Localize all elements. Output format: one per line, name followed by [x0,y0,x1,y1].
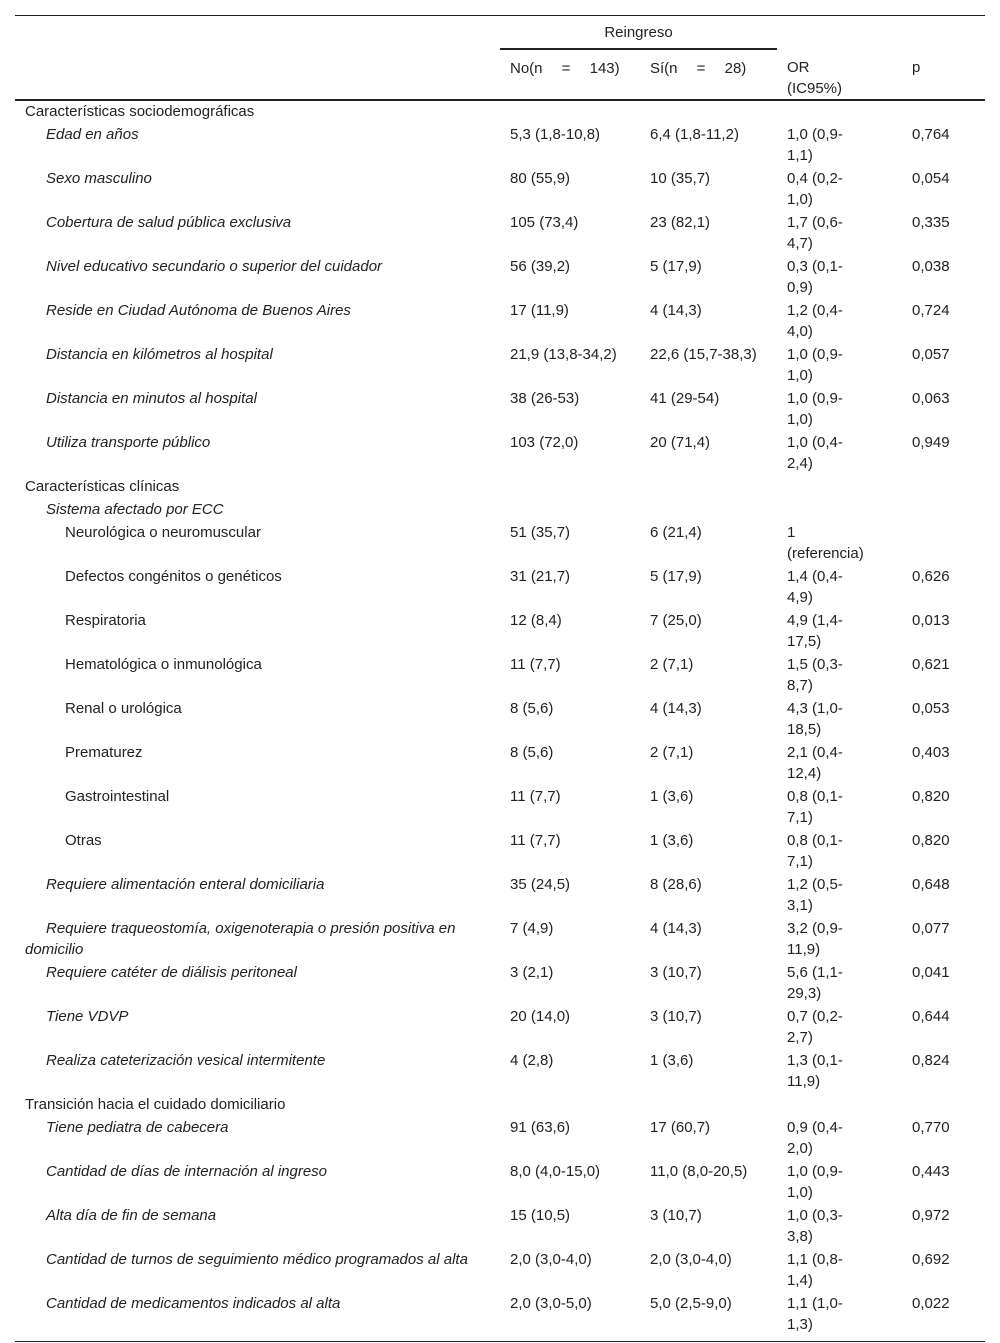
row-label-cell [15,654,500,698]
value-or: 0,9 (0,4-2,0) [787,1118,843,1157]
value-p: 0,053 [912,699,950,717]
value-no: 11 (7,7) [510,787,561,805]
table-row [15,742,985,786]
value-p: 0,626 [912,567,950,585]
row-label: Gastrointestinal [65,787,170,805]
value-si: 6,4 (1,8-11,2) [650,125,739,143]
section-header-row [15,476,985,499]
row-label: Cantidad de turnos de seguimiento médico programados al alta [46,1250,468,1268]
table-row [15,256,985,300]
results-table [15,15,985,1342]
row-label-cell [15,610,500,654]
row-label: Alta día de fin de semana [46,1206,217,1224]
table-row [15,1249,985,1293]
subsection-title: Sistema afectado por ECC [46,500,224,518]
value-p: 0,022 [902,1293,985,1342]
value-p: 0,038 [912,257,950,275]
row-label-cell [15,1205,500,1249]
table-row [15,786,985,830]
header-label-col [15,49,500,100]
section-header-row [15,1094,985,1117]
value-or: 1,0 (0,4-2,4) [787,433,843,472]
row-label-cell [15,962,500,1006]
subsection-header-row [15,499,985,522]
value-no: 31 (21,7) [510,567,571,585]
table-row [15,918,985,962]
value-si: 10 (35,7) [650,169,711,187]
value-si: 41 (29-54) [650,389,720,407]
value-si: 5 (17,9) [650,257,702,275]
value-no: 51 (35,7) [510,523,571,541]
table-row [15,300,985,344]
table-row [15,610,985,654]
value-no: 20 (14,0) [510,1007,571,1025]
value-p: 0,057 [912,345,950,363]
table-row [15,1205,985,1249]
value-p: 0,764 [912,125,950,143]
row-label-cell [15,124,500,168]
value-or: 4,3 (1,0-18,5) [787,699,843,738]
header-empty [15,16,500,49]
value-si: 4 (14,3) [650,699,702,717]
row-label-cell [15,566,500,610]
table-row [15,432,985,476]
value-or: 0,4 (0,2-1,0) [787,169,843,208]
value-no: 7 (4,9) [510,919,554,937]
value-or: 1,3 (0,1-11,9) [787,1051,843,1090]
table-row [15,388,985,432]
row-label: Cantidad de días de internación al ingreso [46,1162,328,1180]
value-si: 17 (60,7) [650,1118,711,1136]
value-or: 1,2 (0,5-3,1) [787,875,843,914]
value-p: 0,648 [912,875,950,893]
row-label: Requiere traqueostomía, oxigenoterapia o presión positiva en domicilio [25,919,456,958]
row-label-cell [15,212,500,256]
table-row [15,212,985,256]
value-no: 8 (5,6) [510,699,554,717]
value-no: 11 (7,7) [510,655,561,673]
row-label: Realiza cateterización vesical intermitente [46,1051,326,1069]
row-label: Utiliza transporte público [46,433,211,451]
table-row [15,566,985,610]
value-or: 4,9 (1,4-17,5) [787,611,843,650]
table-row [15,654,985,698]
row-label: Distancia en kilómetros al hospital [46,345,273,363]
value-p: 0,724 [912,301,950,319]
section-title: Características clínicas [25,477,180,495]
table-row [15,1006,985,1050]
table-row [15,874,985,918]
header-row-group [15,16,985,49]
row-label-cell [15,1117,500,1161]
value-no: 105 (73,4) [510,213,579,231]
table-row [15,344,985,388]
row-label-cell [15,388,500,432]
value-no: 17 (11,9) [510,301,569,319]
row-label-cell [15,168,500,212]
value-si: 6 (21,4) [650,523,702,541]
table-row [15,1161,985,1205]
value-si: 1 (3,6) [650,787,694,805]
value-si: 2,0 (3,0-4,0) [650,1250,732,1268]
value-si: 2 (7,1) [650,655,694,673]
row-label: Cobertura de salud pública exclusiva [46,213,292,231]
value-no: 3 (2,1) [510,963,554,981]
row-label: Requiere alimentación enteral domiciliaria [46,875,325,893]
value-p: 0,041 [912,963,950,981]
value-or: 1,0 (0,9-1,0) [787,389,843,428]
row-label-cell [15,522,500,566]
row-label: Hematológica o inmunológica [65,655,262,673]
value-si: 5 (17,9) [650,567,702,585]
row-label-cell [15,1050,500,1094]
value-no: 4 (2,8) [510,1051,554,1069]
value-or: 0,8 (0,1-7,1) [787,787,843,826]
header-si: Sí(n = 28) [640,49,777,100]
table-row [15,1117,985,1161]
section-header-row [15,100,985,124]
section-title: Características sociodemográficas [25,102,255,120]
row-label: Tiene VDVP [46,1007,129,1025]
value-p: 0,820 [912,831,950,849]
value-or: 1,7 (0,6-4,7) [787,213,843,252]
row-label: Tiene pediatra de cabecera [46,1118,229,1136]
value-or: 5,6 (1,1-29,3) [787,963,843,1002]
value-no: 8,0 (4,0-15,0) [510,1162,601,1180]
header-no: No(n = 143) [500,49,640,100]
value-si: 1 (3,6) [650,831,694,849]
row-label: Neurológica o neuromuscular [65,523,261,541]
table-body [15,100,985,1342]
value-p: 0,013 [912,611,950,629]
table-row [15,522,985,566]
header-p: p [902,49,985,100]
value-or: 1 (referencia) [787,523,864,562]
header-empty-p [902,16,985,49]
table-row [15,698,985,742]
value-or: 1,4 (0,4-4,9) [787,567,843,606]
value-no: 2,0 (3,0-5,0) [500,1293,640,1342]
value-or: 0,3 (0,1-0,9) [787,257,843,296]
row-label-cell [15,830,500,874]
value-or: 1,0 (0,9-1,0) [787,1162,843,1201]
section-title: Transición hacia el cuidado domiciliario [25,1095,286,1113]
row-label: Reside en Ciudad Autónoma de Buenos Aires [46,301,351,319]
value-si: 8 (28,6) [650,875,702,893]
value-no: 12 (8,4) [510,611,562,629]
row-label: Otras [65,831,102,849]
value-or: 1,1 (0,8-1,4) [787,1250,843,1289]
value-si: 11,0 (8,0-20,5) [650,1162,748,1180]
table-header [15,16,985,100]
row-label: Defectos congénitos o genéticos [65,567,282,585]
row-label: Distancia en minutos al hospital [46,389,257,407]
row-label-cell [15,1293,500,1342]
table-row [15,168,985,212]
value-si: 4 (14,3) [650,919,702,937]
row-label-cell [15,300,500,344]
value-p: 0,770 [912,1118,950,1136]
value-no: 21,9 (13,8-34,2) [510,345,617,363]
value-p: 0,820 [912,787,950,805]
value-no: 56 (39,2) [510,257,571,275]
header-empty-or [777,16,902,49]
row-label-cell [15,918,500,962]
row-label-cell [15,1249,500,1293]
row-label: Requiere catéter de diálisis peritoneal [46,963,297,981]
value-p: 0,403 [912,743,950,761]
value-si: 22,6 (15,7-38,3) [650,345,757,363]
value-si: 20 (71,4) [650,433,711,451]
subsection-cell [15,499,985,522]
value-no: 38 (26-53) [510,389,580,407]
value-p: 0,644 [912,1007,950,1025]
row-label-cell [15,742,500,786]
table-row [15,1293,985,1342]
value-p: 0,443 [912,1162,950,1180]
value-or: 2,1 (0,4-12,4) [787,743,843,782]
value-si: 2 (7,1) [650,743,694,761]
row-label: Respiratoria [65,611,146,629]
value-or: 1,1 (1,0-1,3) [777,1293,902,1342]
value-no: 8 (5,6) [510,743,554,761]
value-p: 0,824 [912,1051,950,1069]
row-label-cell [15,1006,500,1050]
value-or: 0,8 (0,1-7,1) [787,831,843,870]
value-no: 15 (10,5) [510,1206,571,1224]
value-or: 1,5 (0,3-8,7) [787,655,843,694]
value-p: 0,077 [912,919,950,937]
value-p [902,522,985,566]
row-label-cell [15,874,500,918]
value-si: 1 (3,6) [650,1051,694,1069]
value-no: 103 (72,0) [510,433,579,451]
value-p: 0,972 [912,1206,950,1224]
value-no: 80 (55,9) [510,169,571,187]
value-si: 23 (82,1) [650,213,711,231]
header-or: OR (IC95%) [777,49,902,100]
row-label: Nivel educativo secundario o superior del cuidador [46,257,383,275]
table-row [15,124,985,168]
table-row [15,1050,985,1094]
value-or: 1,2 (0,4-4,0) [787,301,843,340]
header-reingreso: Reingreso [500,16,777,49]
value-or: 1,0 (0,3-3,8) [787,1206,843,1245]
row-label: Renal o urológica [65,699,182,717]
value-or: 3,2 (0,9-11,9) [787,919,843,958]
row-label-cell [15,1161,500,1205]
value-no: 11 (7,7) [510,831,561,849]
row-label-cell [15,256,500,300]
row-label: Prematurez [65,743,143,761]
value-p: 0,054 [912,169,950,187]
value-no: 2,0 (3,0-4,0) [510,1250,592,1268]
row-label: Cantidad de medicamentos indicados al alta [46,1294,341,1312]
value-p: 0,335 [912,213,950,231]
value-or: 1,0 (0,9-1,1) [787,125,843,164]
row-label-cell [15,698,500,742]
value-si: 4 (14,3) [650,301,702,319]
value-no: 5,3 (1,8-10,8) [510,125,601,143]
value-p: 0,063 [912,389,950,407]
value-si: 5,0 (2,5-9,0) [640,1293,777,1342]
row-label: Sexo masculino [46,169,152,187]
value-or: 1,0 (0,9-1,0) [787,345,843,384]
row-label-cell [15,344,500,388]
value-si: 3 (10,7) [650,963,702,981]
row-label-cell [15,432,500,476]
table-row [15,962,985,1006]
value-no: 91 (63,6) [510,1118,571,1136]
header-row-columns [15,49,985,100]
value-p: 0,692 [912,1250,950,1268]
row-label: Edad en años [46,125,139,143]
value-p: 0,621 [912,655,950,673]
value-si: 3 (10,7) [650,1007,702,1025]
value-no: 35 (24,5) [510,875,571,893]
row-label-cell [15,786,500,830]
value-or: 0,7 (0,2-2,7) [787,1007,843,1046]
value-si: 3 (10,7) [650,1206,702,1224]
value-p: 0,949 [912,433,950,451]
value-si: 7 (25,0) [650,611,702,629]
table-row [15,830,985,874]
